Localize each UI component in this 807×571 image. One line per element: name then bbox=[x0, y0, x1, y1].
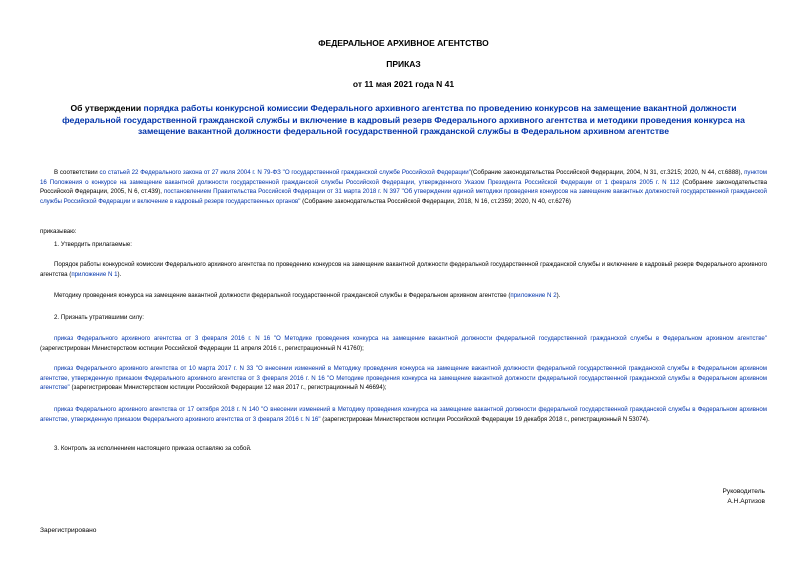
order-16-link[interactable]: приказ Федерального архивного агентства от 3 февраля 2016 г. N 16 "О Методике проведения конкурса на замещение вакантной должности федеральной государственной гражданской службы в Федеральном архивном агентстве" bbox=[54, 335, 767, 342]
item-1: 1. Утвердить прилагаемые: bbox=[54, 241, 133, 248]
appendix-2-link[interactable]: приложение N 2 bbox=[510, 292, 557, 299]
item-2b-text: (зарегистрирован Министерством юстиции Российской Федерации 12 мая 2017 г., регистрационный N 46694); bbox=[69, 384, 387, 392]
item-1a-end: ). bbox=[117, 270, 122, 278]
signature-role: Руководитель bbox=[722, 488, 765, 495]
preamble-link-law[interactable]: со статьей 22 Федерального закона от 27 июля 2004 г. N 79-ФЗ "О государственной гражданской службе Российской Федерации" bbox=[99, 169, 471, 176]
preamble-text-3: (Собрание законодательства Российской Федерации, 2005, N 6, ст.439), bbox=[40, 178, 767, 196]
title-prefix: Об утверждении bbox=[70, 103, 144, 113]
title-link[interactable]: порядка работы конкурсной комиссии Федерального архивного агентства по проведению конкурсов на замещение вакантной должности федеральной государственной гражданской службы и включение в кадровый резерв Федерального архивного агентства и методики проведения конкурса на замещение вакантной должности федеральной государственной гражданской службы в Федеральном архивном агентстве bbox=[62, 103, 745, 136]
item-1b bbox=[40, 291, 767, 301]
document-title bbox=[40, 103, 767, 138]
item-1b-text: Методику проведения конкурса на замещение вакантной должности федеральной государственной гражданской службы в Федеральном архивном агентстве ( bbox=[54, 292, 511, 299]
item-2: 2. Признать утратившими силу: bbox=[54, 314, 144, 321]
document-type: ПРИКАЗ bbox=[386, 59, 421, 69]
item-2b bbox=[40, 364, 767, 393]
order-140-link[interactable]: приказ Федерального архивного агентства от 17 октября 2018 г. N 140 "О внесении изменений в Методику проведения конкурса на замещение вакантной должности федеральной государственной гражданской службы в Федеральном архивном агентстве, утвержденную приказом Федерального архивного агентства от 3 февраля 2016 г. N 16" bbox=[40, 406, 767, 423]
order-33-link[interactable]: приказ Федерального архивного агентства от 10 марта 2017 г. N 33 "О внесении изменений в Методику проведения конкурса на замещение вакантной должности федеральной государственной гражданской службы в Федеральном архивном агентстве, утвержденную приказом Федерального архивного агентства от 3 февраля 2016 г. N 16 "О Методике проведения конкурса на замещение вакантной должности федеральной государственной гражданской службы в Федеральном архивном агентстве" bbox=[40, 365, 767, 392]
item-1a bbox=[40, 260, 767, 279]
orders-line: приказываю: bbox=[40, 228, 77, 235]
signature-name: А.Н.Артизов bbox=[727, 498, 765, 505]
registered-label: Зарегистрировано bbox=[40, 527, 97, 534]
item-1b-end: ). bbox=[556, 292, 561, 299]
item-2c bbox=[40, 405, 767, 424]
item-2c-text: (зарегистрирован Министерством юстиции Российской Федерации 19 декабря 2018 г., регистрационный N 53074). bbox=[320, 415, 650, 423]
item-2a-text: (зарегистрирован Министерством юстиции Российской Федерации 11 апреля 2016 г., регистрационный N 41760); bbox=[40, 344, 364, 352]
preamble-link-decree[interactable]: пунктом 16 Положения о конкурсе на замещение вакантной должности государственной гражданской службы Российской Федерации, утвержденного Указом Президента Российской Федерации от 1 февраля 2005 г. N 112 bbox=[40, 169, 768, 186]
preamble-link-resolution[interactable]: постановлением Правительства Российской Федерации от 31 марта 2018 г. N 397 "Об утверждении единой методики проведения конкурсов на замещение вакантных должностей государственной гражданской службы Российской Федерации и включение в кадровый резерв государственных органов" bbox=[40, 188, 767, 205]
item-1a-text: Порядок работы конкурсной комиссии Федерального архивного агентства по проведению конкурсов на замещение вакантной должности федеральной государственной гражданской службы и включение в кадровый резерв Федерального архивного агентства ( bbox=[40, 261, 767, 278]
preamble-text-4: (Собрание законодательства Российской Федерации, 2018, N 16, ст.2359; 2020, N 40, ст.6276) bbox=[300, 197, 571, 205]
preamble bbox=[40, 168, 767, 206]
item-2a bbox=[40, 334, 767, 353]
preamble-text-2: (Собрание законодательства Российской Федерации, 2004, N 31, ст.3215; 2020, N 44, ст.6888), bbox=[470, 169, 745, 176]
item-3: 3. Контроль за исполнением настоящего приказа оставляю за собой. bbox=[54, 445, 252, 452]
agency-name: ФЕДЕРАЛЬНОЕ АРХИВНОЕ АГЕНТСТВО bbox=[318, 38, 489, 48]
appendix-1-link[interactable]: приложение N 1 bbox=[71, 270, 118, 278]
document-date-number: от 11 мая 2021 года N 41 bbox=[352, 79, 455, 89]
preamble-text-1: В соответствии bbox=[54, 169, 100, 176]
